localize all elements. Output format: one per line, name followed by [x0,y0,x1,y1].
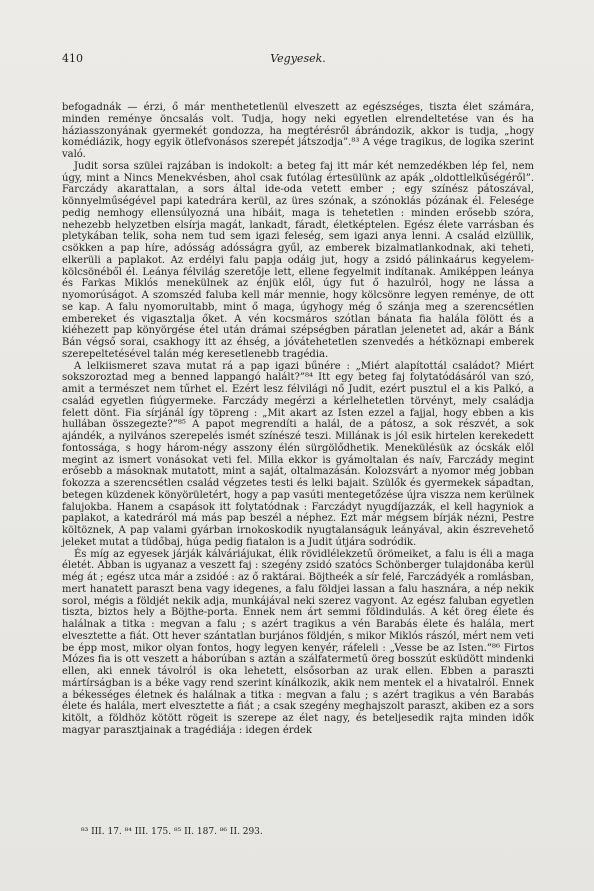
body-text [62,102,534,737]
paragraph: És míg az egyesek járják kálváriájukat, élik rövidlélekzetű örömeiket, a falu is éli a maga életét. Abban is ugyanaz a veszett faj : szegény zsidó szatócs Schönberger tulajdonába kerül még át ; egész utca már a zsidóé : az ő raktárai. Böjtheék a sír felé, Farczádyék a romlásban, mert hanatett paraszt bena vagy idegenes, a falu földjei lassan a falu hasznára, a nép nekik sorol, mégis a földjét nekik adja, munkájával neki szerez vagyont. Az egész faluban egyetlen tiszta, biztos hely a Böjthe-porta. Ennek nem árt semmi földindulás. A két öreg élete és halálnak a titka : megvan a falu ; s azért tragikus a vén Barabás élete és halála, mert elvesztette a fiát. Ott hever szántatlan burjános földjén, s mikor Miklós rászól, mért nem veti be épp most, mikor olyan fontos, hogy legyen kenyér, ráfeleli : „Vesse be az Isten.”⁸⁶ Firtos Mózes fia is ott veszett a háborúban s aztán a szálfatermetű öreg bosszút esküdött mindenki ellen, aki ennek távolról is oka lehetett, elsősorban az urak ellen. Ebben a paraszti mártírságban is a béke vagy rend szerint kínálkozik, akik nem mentek el a hivatalról. Ennek a békességes életnek és halálnak a titka : megvan a falu ; s azért tragikus a vén Barabás élete és halála, mert elvesztette a fiát ; a csak szegény meghajszolt paraszt, akiben ez a sors kitölt, a földhöz kötött rögeit is szerepe az élet nagy, és beteljesedik rajta minden idők magyar parasztjainak a tragédiája : idegen érdek [62,548,534,736]
page-header [62,52,534,68]
page-number: 410 [62,52,83,65]
footnotes: ⁸³ III. 17. ⁸⁴ III. 175. ⁸⁵ II. 187. ⁸⁶ II. 293. [81,827,263,837]
paragraph: A lelkiismeret szava mutat rá a pap igazi bűnére : „Miért alapítottál családot? Miért sokszoroztad meg a benned lappangó halált?”⁸⁴ Itt egy beteg faj folytatódásáról van szó, amit a természet nem tűrhet el. Ezért lesz félvilági nő Judit, ezért pusztul el a kis Palkó, a család egyetlen fiúgyermeke. Farczády megérzi a kérlelhetetlen törvényt, mely családja felett dönt. Fia sírjánál így töpreng : „Mit akart az Isten ezzel a fajjal, hogy ebben a kis hullában összegezte?”⁸⁵ A papot megrendíti a halál, de a pátosz, a sok részvét, a sok ajándék, a nyilvános szerepelés ismét színészé teszi. Millának is jól esik hirtelen kerekedett fontossága, s hogy három-négy asszony élén sürgölődhetik. Menekülésük az ócskák elől megint az ismert vonásokat veti fel. Milla ekkor is gyámoltalan és naív, Farczády megint erősebb a másoknak mutatott, mint a saját, oltalmazásán. Kolozsvárt a nyomor még jobban fokozza a szerencsétlen család végzetes testi és lelki bajait. Szülők és gyermekek sápadtan, betegen küzdenek könyörületért, hogy a pap vasúti mentegetőzése újra viszza nem kerülnek falujokba. Hanem a csapások itt folytatódnak : Farczádyt nyugdíjazzák, el kell hagyniok a paplakot, a katedráról má más pap beszél a néphez. Ezt már mégsem bírják nézni, Pestre költöznek, A pap valami gyárban irnokoskodik nyugtalanságuk leányával, akin észrevehető jeleket mutat a tüdőbaj, húga pedig fiatalon is a Judit útjára sodródik. [62,360,534,548]
running-title: Vegyesek. [270,52,326,65]
paragraph: befogadnák — érzi, ő már menthetetlenül elveszett az egészséges, tiszta élet számára, minden reménye öncsalás volt. Tudja, hogy neki egyetlen elrendeltetése van és ha háziasszonyának gyermekét gondozza, ha megtérésről ábrándozik, akkor is tudja, „hogy komédiázik, hogy egyik ötlefvonásos szerepét játszodja”.⁸³ A vége tragikus, de logika szerint való. [62,102,534,160]
paragraph: Judit sorsa szülei rajzában is indokolt: a beteg faj itt már két nemzedékben lép fel, nem úgy, mint a Nincs Menekvésben, ahol csak futólag értesülünk az apák „oldottlelkűségéről”. Farczády akarattalan, a sors által ide-oda vetett ember ; egy színész pátoszával, könnyelműségével papi katedrára kerül, az üres szónak, a szónoklás pózának él. Felesége pedig nemhogy ellensúlyozná una hibáit, maga is tehetetlen : minden erősebb szóra, nehezebb helyzetben elsírja magát, lankadt, fáradt, életképtelen. Egész élete varrásban és pletykában telik, soha nem tud sem igazi feleség, sem igazi anya lenni. A család elzüllik, csökken a pap híre, adósság adósságra gyűl, az emberek bizalmatlankodnak, aki teheti, elkerüli a paplakot. Az erdélyi falu papja odáig jut, hogy a zsidó pálinkaárus kegyelem-kölcsönéből él. Leánya félvilág szeretője lett, ellene fegyelmit indítanak. Amiképpen leánya és Farkas Miklós menekülnek az énjük elől, úgy fut ő hazulról, hogy ne lássa a nyomorúságot. A szomszéd faluba kell már mennie, hogy kölcsönre legyen reménye, de ott se kap. A falu nyomorultabb, mint ő maga, úgyhogy még ő szánja meg a szerencsétlen embereket és vigasztalja őket. A vén kocsmáros szótlan bánata fia halála fölött és a kiéhezett pap könyörgése étel után drámai szépségben páratlan jelenetet ad, akár a Bánk Bán végső sorai, csakhogy itt az éhség, a jóvátehetetlen szenvedés a hétköznapi emberek szerepeltetésével talán még keresetlenebb tragédia. [62,160,534,360]
